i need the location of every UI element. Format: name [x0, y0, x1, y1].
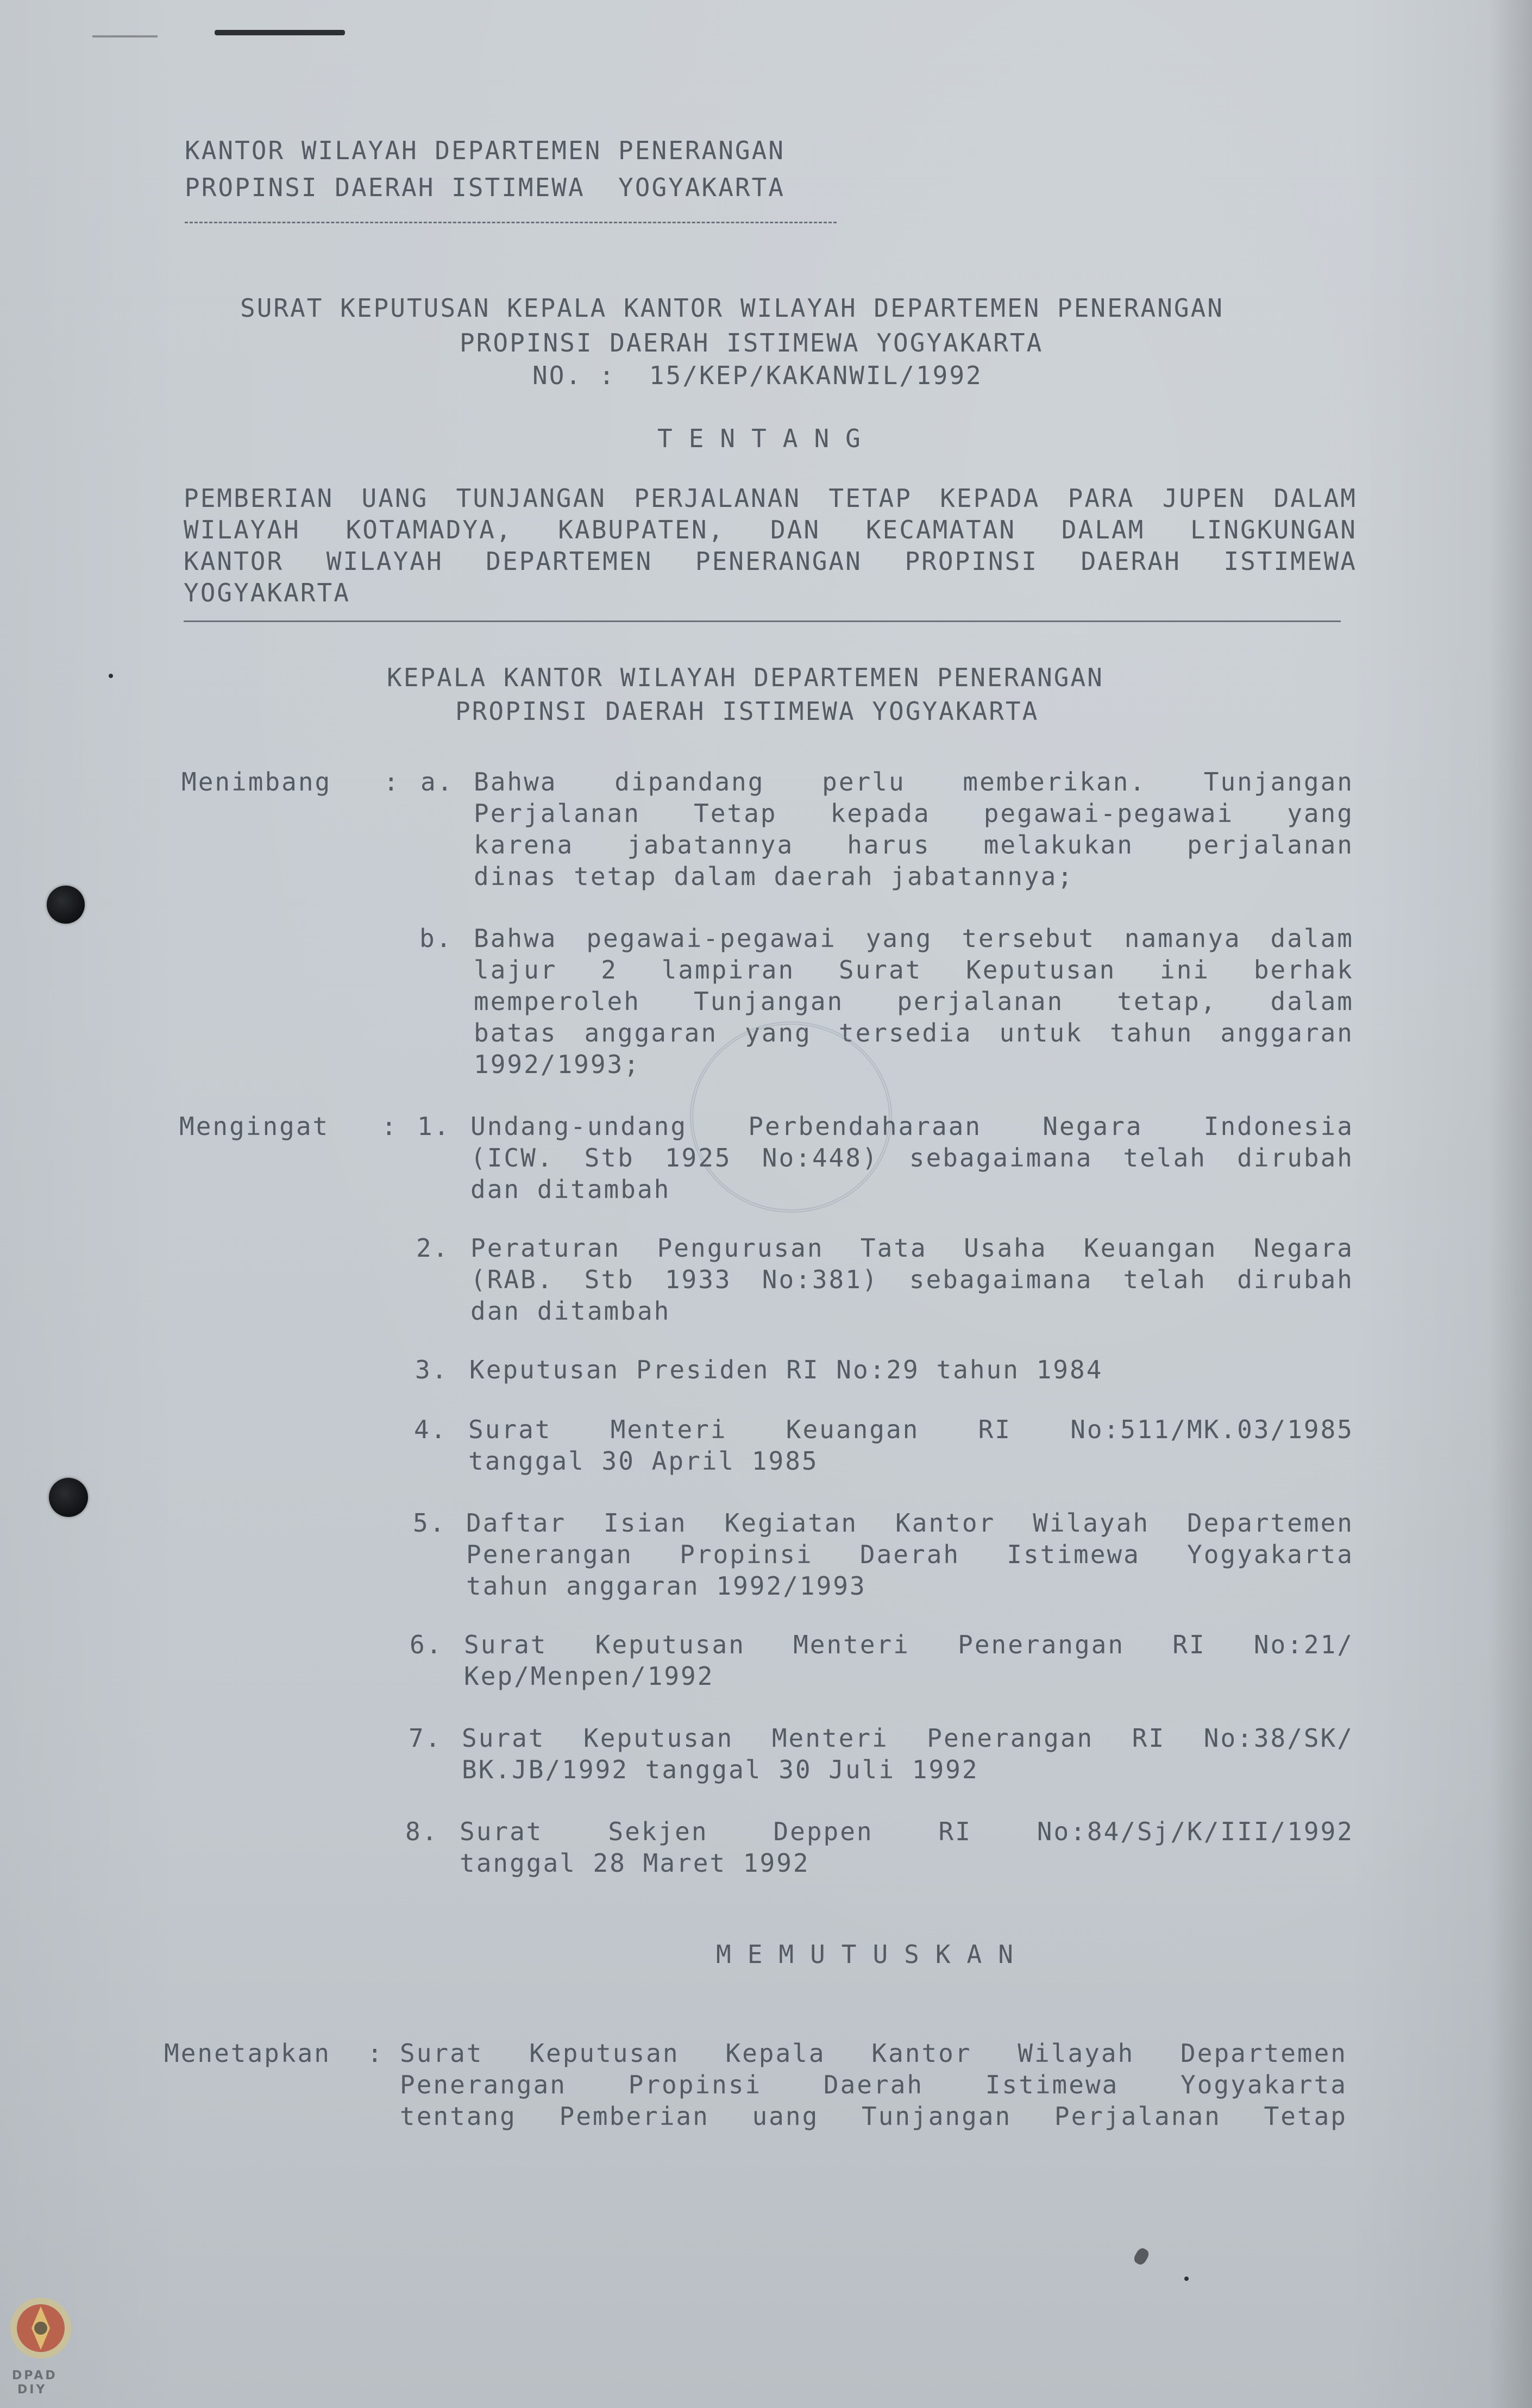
- mengingat-marker-8: 8.: [405, 1817, 439, 1846]
- letterhead-underline: [185, 222, 837, 223]
- paper-speck: [1184, 2277, 1189, 2281]
- mengingat-8-line-2: tanggal 28 Maret 1992: [460, 1848, 810, 1878]
- subject-line-4: YOGYAKARTA: [184, 578, 350, 607]
- letterhead-line-2: PROPINSI DAERAH ISTIMEWA YOGYAKARTA: [185, 173, 785, 202]
- paper-speck: [1132, 2247, 1151, 2267]
- menimbang-b-line-3: memperoleh Tunjangan perjalanan tetap, dalam: [474, 987, 1354, 1016]
- mengingat-7-line-1: Surat Keputusan Menteri Penerangan RI No:38/SK/: [462, 1723, 1354, 1753]
- mengingat-8-line-1: Surat Sekjen Deppen RI No:84/Sj/K/III/1992: [460, 1817, 1354, 1846]
- memutuskan-heading: MEMUTUSKAN: [716, 1940, 1029, 1969]
- subject-line-3: KANTOR WILAYAH DEPARTEMEN PENERANGAN PROPINSI DAERAH ISTIMEWA: [184, 547, 1357, 576]
- mengingat-marker-2: 2.: [416, 1233, 450, 1263]
- mengingat-2-line-3: dan ditambah: [470, 1296, 671, 1326]
- mengingat-marker-7: 7.: [409, 1723, 442, 1753]
- mengingat-label: Mengingat: [179, 1112, 330, 1141]
- menetapkan-line-3: tentang Pemberian uang Tunjangan Perjalanan Tetap: [400, 2102, 1347, 2131]
- menetapkan-line-1: Surat Keputusan Kepala Kantor Wilayah Departemen: [400, 2039, 1347, 2068]
- menimbang-b-line-4: batas anggaran yang tersedia untuk tahun anggaran: [474, 1018, 1354, 1048]
- tentang-heading: TENTANG: [657, 424, 877, 453]
- ink-mark: [215, 30, 345, 35]
- mengingat-4-line-1: Surat Menteri Keuangan RI No:511/MK.03/1985: [468, 1415, 1354, 1444]
- dpad-diy-logo-text: [12, 2369, 58, 2397]
- decree-title-line-1: SURAT KEPUTUSAN KEPALA KANTOR WILAYAH DEPARTEMEN PENERANGAN: [240, 293, 1224, 323]
- decree-title-line-2: PROPINSI DAERAH ISTIMEWA YOGYAKARTA: [460, 328, 1044, 358]
- mengingat-2-line-2: (RAB. Stb 1933 No:381) sebagaimana telah dirubah: [470, 1265, 1354, 1294]
- mengingat-2-line-1: Peraturan Pengurusan Tata Usaha Keuangan Negara: [470, 1233, 1354, 1263]
- authority-line-2: PROPINSI DAERAH ISTIMEWA YOGYAKARTA: [455, 697, 1039, 726]
- mengingat-1-line-3: dan ditambah: [470, 1175, 671, 1204]
- menimbang-a-line-2: Perjalanan Tetap kepada pegawai-pegawai yang: [474, 799, 1354, 828]
- authority-line-1: KEPALA KANTOR WILAYAH DEPARTEMEN PENERANGAN: [387, 663, 1104, 692]
- menimbang-a-line-4: dinas tetap dalam daerah jabatannya;: [474, 862, 1074, 891]
- mengingat-marker-3: 3.: [415, 1355, 449, 1384]
- letterhead-line-1: KANTOR WILAYAH DEPARTEMEN PENERANGAN: [185, 136, 785, 165]
- mengingat-3-line-1: Keputusan Presiden RI No:29 tahun 1984: [469, 1355, 1103, 1384]
- menimbang-b-line-1: Bahwa pegawai-pegawai yang tersebut namanya dalam: [474, 924, 1354, 953]
- mengingat-1-line-1: Undang-undang Perbendaharaan Negara Indonesia: [470, 1112, 1354, 1141]
- subject-line-2: WILAYAH KOTAMADYA, KABUPATEN, DAN KECAMATAN DALAM LINGKUNGAN: [184, 515, 1357, 544]
- menetapkan-label: Menetapkan: [164, 2039, 331, 2068]
- decree-number: NO. : 15/KEP/KAKANWIL/1992: [532, 361, 983, 390]
- page-edge-shadow: [1489, 0, 1532, 2408]
- mengingat-colon: :: [381, 1112, 398, 1141]
- menimbang-b-line-2: lajur 2 lampiran Surat Keputusan ini berhak: [474, 955, 1354, 984]
- menimbang-label: Menimbang: [181, 767, 332, 797]
- menimbang-marker-a: a.: [420, 767, 454, 797]
- paper-speck: [109, 674, 113, 678]
- menimbang-colon: :: [384, 767, 400, 797]
- mengingat-marker-5: 5.: [413, 1508, 447, 1538]
- menetapkan-line-2: Penerangan Propinsi Daerah Istimewa Yogyakarta: [400, 2070, 1347, 2099]
- mengingat-6-line-1: Surat Keputusan Menteri Penerangan RI No:21/: [464, 1630, 1354, 1659]
- menetapkan-colon: :: [367, 2039, 384, 2068]
- subject-line-1: PEMBERIAN UANG TUNJANGAN PERJALANAN TETAP KEPADA PARA JUPEN DALAM: [184, 484, 1357, 513]
- logo-text-line-1: DPAD: [12, 2369, 58, 2382]
- punch-hole-lower: [49, 1478, 88, 1517]
- subject-underline: [184, 620, 1341, 622]
- mengingat-1-line-2: (ICW. Stb 1925 No:448) sebagaimana telah dirubah: [470, 1143, 1354, 1172]
- mengingat-4-line-2: tanggal 30 April 1985: [468, 1446, 819, 1476]
- mengingat-5-line-2: Penerangan Propinsi Daerah Istimewa Yogyakarta: [466, 1540, 1354, 1569]
- mengingat-7-line-2: BK.JB/1992 tanggal 30 Juli 1992: [462, 1755, 979, 1784]
- punch-hole-upper: [47, 886, 85, 924]
- menimbang-a-line-1: Bahwa dipandang perlu memberikan. Tunjangan: [474, 767, 1354, 797]
- mengingat-5-line-1: Daftar Isian Kegiatan Kantor Wilayah Departemen: [466, 1508, 1354, 1538]
- menimbang-b-line-5: 1992/1993;: [474, 1050, 641, 1079]
- mengingat-5-line-3: tahun anggaran 1992/1993: [466, 1571, 867, 1601]
- menimbang-a-line-3: karena jabatannya harus melakukan perjalanan: [474, 830, 1354, 860]
- mengingat-marker-4: 4.: [414, 1415, 448, 1444]
- ink-smudge: [92, 35, 158, 37]
- mengingat-marker-6: 6.: [410, 1630, 443, 1659]
- menimbang-marker-b: b.: [419, 924, 453, 953]
- mengingat-marker-1: 1.: [417, 1112, 451, 1141]
- mengingat-6-line-2: Kep/Menpen/1992: [464, 1661, 714, 1691]
- logo-text-line-2: DIY: [17, 2383, 47, 2397]
